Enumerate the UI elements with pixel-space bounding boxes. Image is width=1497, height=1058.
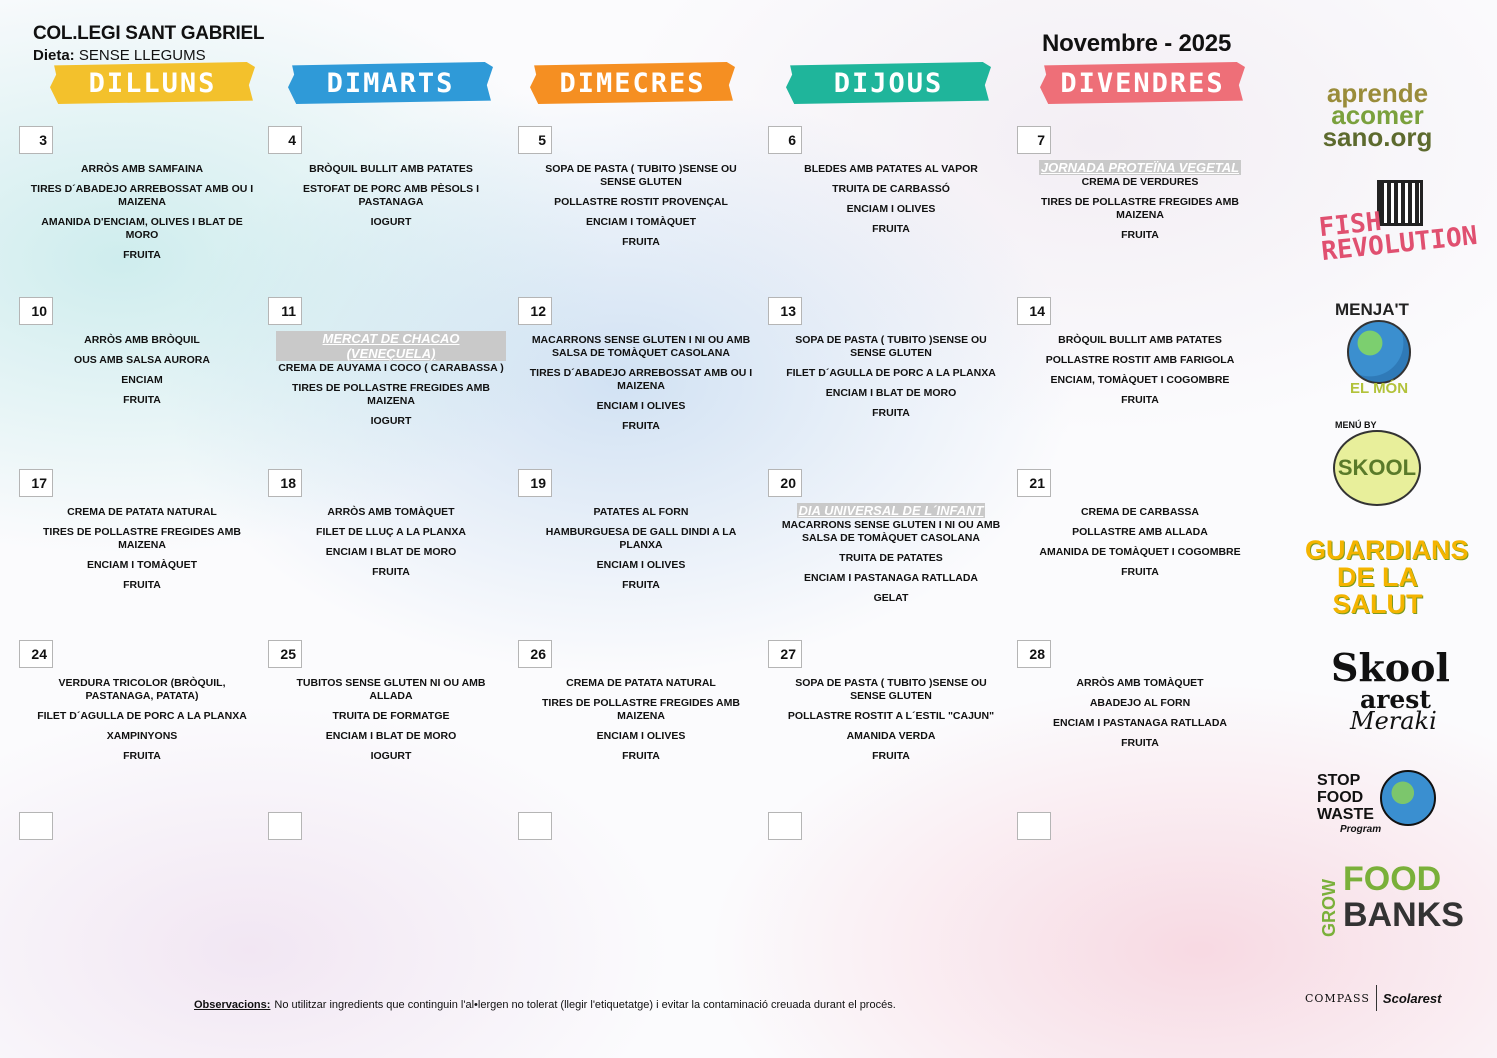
menu-item: ENCIAM I OLIVES	[596, 559, 686, 571]
logo-divider	[1376, 985, 1377, 1011]
day-cell	[518, 812, 768, 977]
menu-item: AMANIDA VERDA	[846, 730, 936, 742]
day-header-label: DILLUNS	[88, 67, 217, 99]
day-header-divendres	[1040, 62, 1245, 104]
day-cell	[768, 297, 1018, 462]
menu-item: ENCIAM	[121, 374, 163, 386]
school-name: COL.LEGI SANT GABRIEL	[33, 23, 265, 44]
menu-item: MACARRONS SENSE GLUTEN I NI OU AMB SALSA DE TOMÀQUET CASOLANA	[531, 334, 751, 359]
fish-revolution-text: FISH REVOLUTION	[1317, 206, 1479, 268]
menu-item: FILET D´AGULLA DE PORC A LA PLANXA	[37, 710, 247, 722]
menu-item: TIRES DE POLLASTRE FREGIDES AMB MAIZENA	[542, 697, 740, 722]
menu-item: ENCIAM I PASTANAGA RATLLADA	[803, 572, 978, 584]
menu-list	[27, 163, 257, 269]
menu-item: ENCIAM I PASTANAGA RATLLADA	[1052, 717, 1227, 729]
day-number	[1017, 812, 1051, 840]
menu-item: CREMA DE CARBASSA	[1080, 506, 1200, 518]
menu-item: BLEDES AMB PATATES AL VAPOR	[804, 163, 978, 175]
menu-list	[276, 163, 506, 236]
menu-item: POLLASTRE AMB ALLADA	[1072, 526, 1208, 538]
menu-item: ENCIAM I OLIVES	[596, 730, 686, 742]
menu-list	[776, 503, 1006, 612]
menu-item: FRUITA	[622, 236, 660, 248]
food-text: FOOD	[1343, 860, 1442, 898]
menu-item: SOPA DE PASTA ( TUBITO )SENSE OU SENSE GLUTEN	[545, 163, 737, 188]
day-header-label: DIVENDRES	[1060, 67, 1225, 99]
meraki-word: Meraki	[1350, 707, 1437, 735]
menu-item: CREMA DE PATATA NATURAL	[67, 506, 217, 518]
skool-badge	[1333, 430, 1421, 506]
day-number: 10	[19, 297, 53, 325]
skool-text: SKOOL	[1337, 455, 1417, 480]
day-cell	[518, 640, 768, 805]
menu-item: TUBITOS SENSE GLUTEN NI OU AMB ALLADA	[296, 677, 486, 702]
day-cell	[19, 640, 269, 805]
menu-item: ENCIAM I BLAT DE MORO	[825, 387, 957, 399]
menu-item: VERDURA TRICOLOR (BRÒQUIL, PASTANAGA, PATATA)	[58, 677, 226, 702]
special-event-label: JORNADA PROTEÏNA VEGETAL	[1040, 160, 1240, 175]
day-cell	[768, 640, 1018, 805]
globe-icon	[1347, 320, 1411, 384]
menu-item: OUS AMB SALSA AURORA	[74, 354, 210, 366]
stop-food-waste-logo	[1305, 760, 1450, 835]
menu-item: FRUITA	[1121, 229, 1159, 241]
menu-item: ENCIAM I BLAT DE MORO	[325, 730, 457, 742]
menu-item: GELAT	[873, 592, 909, 604]
day-header-dimecres	[530, 62, 735, 104]
menu-item: XAMPINYONS	[106, 730, 178, 742]
menu-item: ARRÒS AMB TOMÀQUET	[1076, 677, 1204, 689]
day-number: 3	[19, 126, 53, 154]
menu-item: FRUITA	[1121, 394, 1159, 406]
day-header-label: DIMECRES	[559, 67, 706, 99]
day-cell	[518, 297, 768, 462]
aprende-a-comer-sano-logo	[1305, 78, 1450, 152]
day-number: 5	[518, 126, 552, 154]
day-cell	[1017, 297, 1267, 462]
menu-item: TIRES DE POLLASTRE FREGIDES AMB MAIZENA	[43, 526, 241, 551]
observations	[194, 999, 896, 1011]
menu-item: IOGURT	[370, 750, 412, 762]
day-cell	[1017, 812, 1267, 977]
day-cell	[268, 297, 518, 462]
menu-item: FRUITA	[123, 394, 161, 406]
day-cell	[19, 297, 269, 462]
menu-list	[1025, 506, 1255, 586]
compass-text: COMPASS	[1305, 991, 1370, 1005]
menu-list	[526, 677, 756, 770]
menu-item: FILET DE LLUÇ A LA PLANXA	[316, 526, 466, 538]
menu-item: POLLASTRE ROSTIT PROVENÇAL	[554, 196, 728, 208]
day-number: 12	[518, 297, 552, 325]
day-number: 13	[768, 297, 802, 325]
menu-list	[27, 506, 257, 599]
day-cell	[768, 812, 1018, 977]
day-header-label: DIJOUS	[833, 67, 944, 99]
menu-item: ENCIAM I BLAT DE MORO	[325, 546, 457, 558]
aprende-line-3: sano.org	[1322, 122, 1433, 152]
menu-item: POLLASTRE ROSTIT A L´ESTIL "CAJUN"	[787, 710, 995, 722]
observations-text: No utilitzar ingredients que continguin l'al•lergen no tolerat (llegir l'etiquetatge) i evitar la contaminació creuada durant el procés.	[274, 999, 896, 1011]
day-header-label: DIMARTS	[326, 67, 455, 99]
grow-food-banks-logo	[1305, 860, 1464, 937]
el-mon-text: EL MÓN	[1350, 380, 1409, 397]
menu-item: FRUITA	[622, 579, 660, 591]
menu-item: TIRES D´ABADEJO ARREBOSSAT AMB OU I MAIZENA	[529, 367, 753, 392]
menu-list	[276, 506, 506, 586]
day-cell	[268, 126, 518, 291]
special-event-label: DIA UNIVERSAL DE L´INFANT	[798, 503, 984, 518]
day-number: 21	[1017, 469, 1051, 497]
menu-item: FRUITA	[622, 750, 660, 762]
day-number	[518, 812, 552, 840]
menu-item: FRUITA	[123, 249, 161, 261]
day-number: 25	[268, 640, 302, 668]
menu-item: TIRES DE POLLASTRE FREGIDES AMB MAIZENA	[1041, 196, 1239, 221]
menu-item: IOGURT	[370, 216, 412, 228]
menu-item: FRUITA	[872, 407, 910, 419]
menu-item: SOPA DE PASTA ( TUBITO )SENSE OU SENSE GLUTEN	[795, 677, 987, 702]
banks-text: BANKS	[1343, 896, 1464, 934]
day-number: 7	[1017, 126, 1051, 154]
menu-item: AMANIDA D'ENCIAM, OLIVES I BLAT DE MORO	[41, 216, 243, 241]
menu-item: BRÒQUIL BULLIT AMB PATATES	[1058, 334, 1222, 346]
day-cell	[268, 469, 518, 634]
menu-list	[1025, 334, 1255, 414]
day-cell	[19, 126, 269, 291]
skoolarest-meraki-logo	[1305, 625, 1450, 735]
day-header-dimarts	[288, 62, 493, 104]
fish-revolution-logo	[1305, 180, 1479, 280]
menu-item: IOGURT	[370, 415, 412, 427]
compass-scolarest-logo	[1305, 985, 1450, 1011]
diet-value: SENSE LLEGUMS	[78, 47, 206, 64]
special-event-label: MERCAT DE CHACAO (VENEÇUELA)	[276, 331, 506, 361]
menu-item: TIRES D´ABADEJO ARREBOSSAT AMB OU I MAIZENA	[30, 183, 254, 208]
menu-item: FRUITA	[123, 750, 161, 762]
menu-item: ENCIAM, TOMÀQUET I COGOMBRE	[1050, 374, 1230, 386]
menjat-text: MENJA'T	[1335, 300, 1409, 319]
day-number: 17	[19, 469, 53, 497]
day-cell	[518, 469, 768, 634]
day-cell	[1017, 469, 1267, 634]
scolarest-text: Scolarest	[1382, 990, 1442, 1006]
menu-list	[526, 334, 756, 440]
day-number: 24	[19, 640, 53, 668]
day-number: 20	[768, 469, 802, 497]
menu-by-skool-logo	[1305, 420, 1450, 505]
menu-item: FRUITA	[123, 579, 161, 591]
menu-item: AMANIDA DE TOMÀQUET I COGOMBRE	[1039, 546, 1241, 558]
guardians-de-la-salut-logo: GUARDIANS DE LA SALUT	[1305, 535, 1469, 619]
grow-text: GROW	[1319, 879, 1339, 937]
menu-item: ESTOFAT DE PORC AMB PÈSOLS I PASTANAGA	[303, 183, 479, 208]
menu-item: TIRES DE POLLASTRE FREGIDES AMB MAIZENA	[292, 382, 490, 407]
menu-item: ENCIAM I OLIVES	[846, 203, 936, 215]
menu-by-text: MENÚ BY	[1335, 420, 1377, 430]
skool-word: Skool	[1331, 645, 1450, 690]
arest-word: arest	[1360, 685, 1431, 714]
menu-item: ENCIAM I OLIVES	[596, 400, 686, 412]
menu-item: CREMA DE AUYAMA I COCO ( CARABASSA )	[278, 362, 504, 374]
menu-item: FRUITA	[872, 750, 910, 762]
menu-item: TRUITA DE CARBASSÓ	[832, 183, 950, 195]
menu-item: TRUITA DE FORMATGE	[332, 710, 450, 722]
menu-list	[27, 334, 257, 414]
menu-item: ENCIAM I TOMÀQUET	[86, 559, 198, 571]
aprende-line-1: aprende	[1326, 78, 1429, 108]
day-header-dijous	[786, 62, 991, 104]
day-number	[268, 812, 302, 840]
menu-list	[276, 677, 506, 770]
menu-list	[776, 334, 1006, 427]
day-number: 28	[1017, 640, 1051, 668]
day-cell	[19, 469, 269, 634]
day-number	[768, 812, 802, 840]
menu-item: SOPA DE PASTA ( TUBITO )SENSE OU SENSE GLUTEN	[795, 334, 987, 359]
menu-list	[27, 677, 257, 770]
day-cell	[1017, 640, 1267, 805]
day-number: 14	[1017, 297, 1051, 325]
menu-item: POLLASTRE ROSTIT AMB FARIGOLA	[1045, 354, 1235, 366]
observations-label: Observacions:	[194, 999, 271, 1011]
day-number: 6	[768, 126, 802, 154]
day-number: 19	[518, 469, 552, 497]
menu-item: CREMA DE VERDURES	[1081, 176, 1199, 188]
day-cell	[518, 126, 768, 291]
aprende-line-2: acomer	[1331, 100, 1424, 130]
day-number: 27	[768, 640, 802, 668]
day-number: 26	[518, 640, 552, 668]
menu-item: CREMA DE PATATA NATURAL	[566, 677, 716, 689]
diet-label: Dieta:	[33, 47, 75, 64]
day-cell	[768, 126, 1018, 291]
day-cell	[768, 469, 1018, 634]
day-cell	[1017, 126, 1267, 291]
menu-item: FRUITA	[1121, 566, 1159, 578]
menu-item: ARRÒS AMB SAMFAINA	[80, 163, 204, 175]
menu-item: FRUITA	[872, 223, 910, 235]
day-cell	[268, 812, 518, 977]
menu-item: MACARRONS SENSE GLUTEN I NI OU AMB SALSA DE TOMÀQUET CASOLANA	[781, 519, 1001, 544]
menu-list	[1025, 160, 1255, 249]
menu-item: ARRÒS AMB TOMÀQUET	[327, 506, 455, 518]
menu-item: FRUITA	[622, 420, 660, 432]
day-number: 4	[268, 126, 302, 154]
menu-list	[776, 163, 1006, 243]
menu-list	[1025, 677, 1255, 757]
menu-list	[526, 163, 756, 256]
menu-item: FILET D´AGULLA DE PORC A LA PLANXA	[786, 367, 996, 379]
menu-item: TRUITA DE PATATES	[839, 552, 943, 564]
menu-list	[276, 331, 506, 435]
menu-item: ENCIAM I TOMÀQUET	[585, 216, 697, 228]
day-number: 11	[268, 297, 302, 325]
day-header-dilluns	[50, 62, 255, 104]
month-title: Novembre - 2025	[1042, 30, 1232, 57]
menu-item: FRUITA	[372, 566, 410, 578]
program-text: Program	[1340, 824, 1382, 835]
menjat-el-mon-logo	[1305, 300, 1450, 400]
menu-item: HAMBURGUESA DE GALL DINDI A LA PLANXA	[545, 526, 737, 551]
day-cell	[19, 812, 269, 977]
day-number: 18	[268, 469, 302, 497]
menu-item: BRÒQUIL BULLIT AMB PATATES	[309, 163, 473, 175]
day-cell	[268, 640, 518, 805]
day-number	[19, 812, 53, 840]
menu-item: ARRÒS AMB BRÒQUIL	[84, 334, 200, 346]
menu-item: ABADEJO AL FORN	[1089, 697, 1191, 709]
globe-icon	[1380, 770, 1436, 826]
menu-list	[776, 677, 1006, 770]
menu-item: PATATES AL FORN	[593, 506, 689, 518]
menu-item: FRUITA	[1121, 737, 1159, 749]
menu-list	[526, 506, 756, 599]
stop-food-waste-text: STOP FOOD WASTE	[1317, 772, 1374, 823]
